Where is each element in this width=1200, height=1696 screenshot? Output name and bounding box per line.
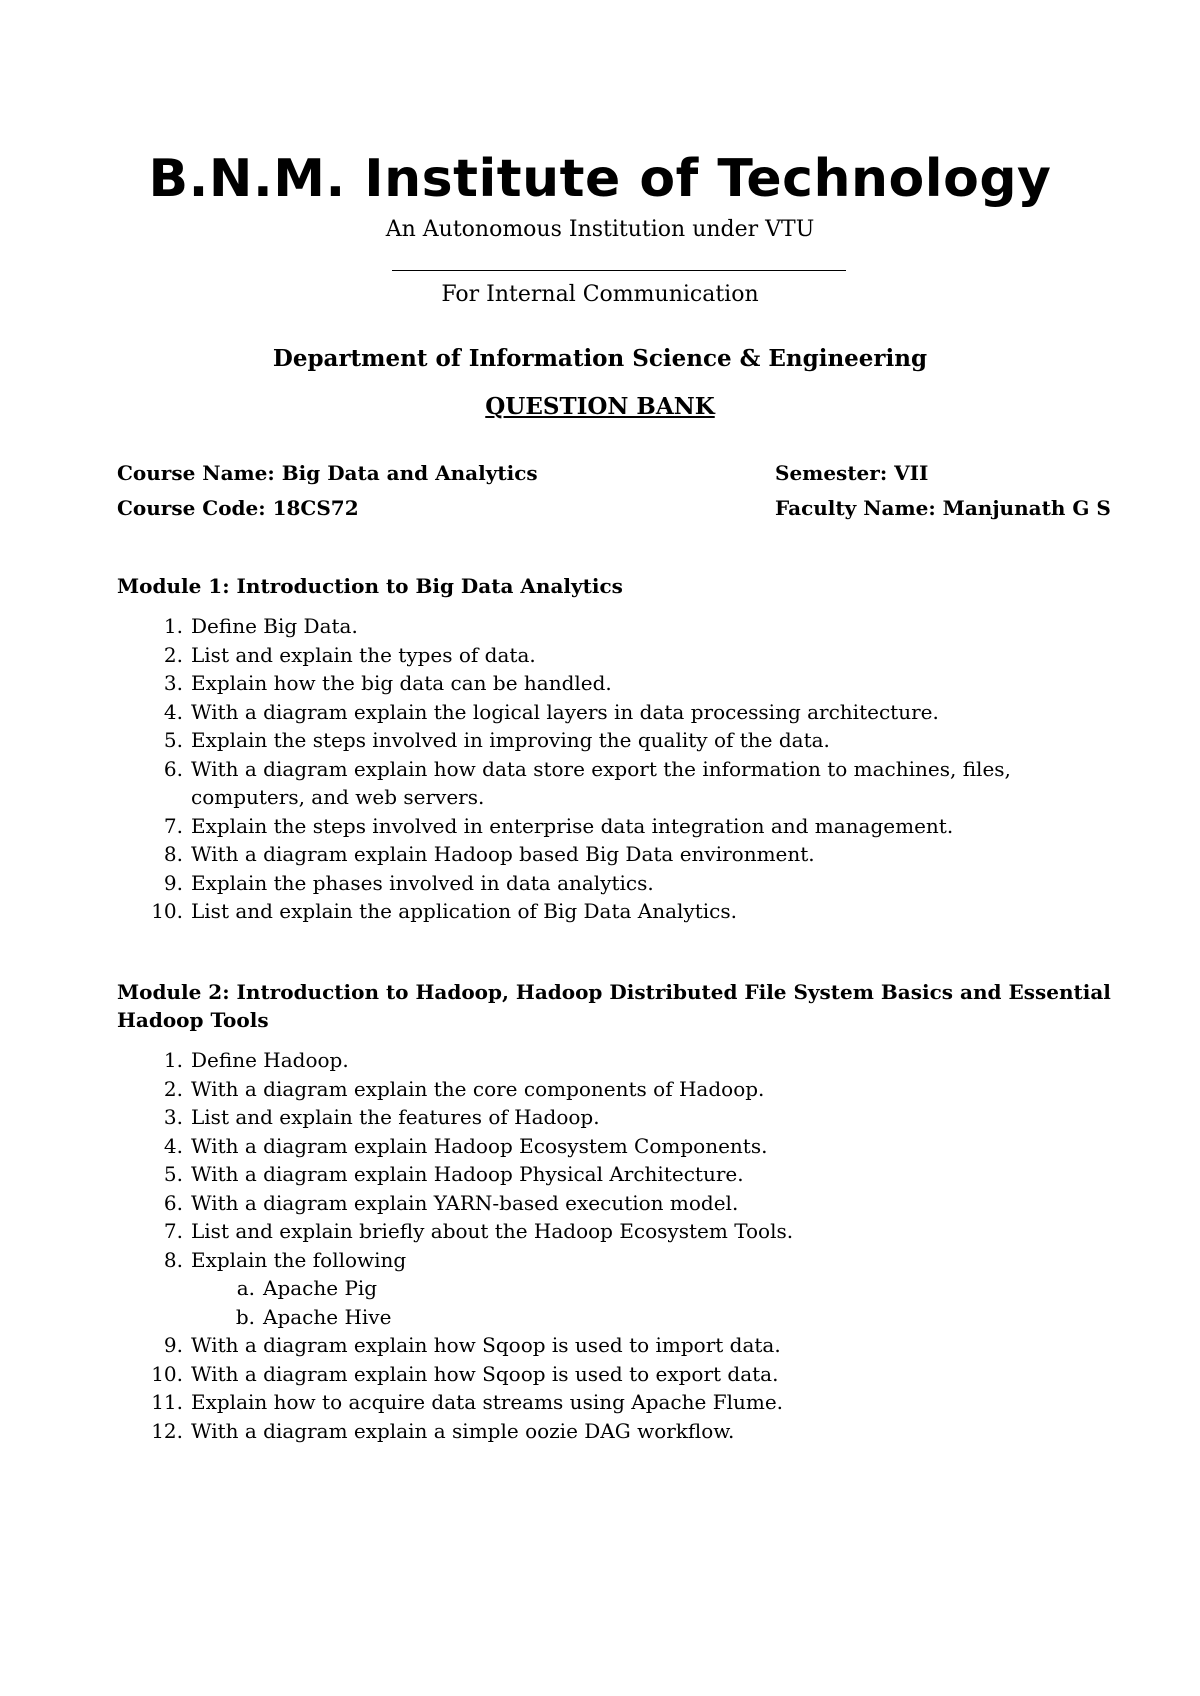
question-text: With a diagram explain the logical layers in data processing architecture. [191, 699, 939, 724]
question-number: 8. [163, 1247, 183, 1272]
question-item [117, 755, 1117, 812]
question-text: With a diagram explain a simple oozie DAG workflow. [191, 1418, 735, 1443]
question-text: With a diagram explain how Sqoop is used to import data. [191, 1333, 781, 1357]
question-text: Define Big Data. [191, 614, 358, 638]
question-text: With a diagram explain YARN-based execution model. [191, 1190, 739, 1215]
question-text: Explain the steps involved in improving the quality of the data. [191, 728, 830, 752]
question-number: 9. [163, 1333, 183, 1357]
question-text: With a diagram explain Hadoop Ecosystem Components. [191, 1133, 768, 1158]
question-item [117, 1189, 1117, 1218]
question-number: 3. [163, 1105, 183, 1129]
question-number: 7. [163, 813, 183, 838]
question-text: Explain the steps involved in enterprise data integration and management. [191, 813, 954, 838]
question-text: Explain how the big data can be handled. [191, 671, 612, 695]
sub-question-item [191, 1274, 1117, 1303]
institute-title: B.N.M. Institute of Technology [148, 149, 1052, 209]
question-item [117, 1132, 1117, 1161]
question-item [117, 669, 1117, 698]
question-number: 10. [151, 1361, 183, 1386]
question-number: 12. [151, 1418, 183, 1443]
question-item [117, 1417, 1117, 1446]
question-number: 10. [151, 899, 183, 923]
course-name: Course Name: Big Data and Analytics [117, 461, 538, 485]
institute-subtitle: An Autonomous Institution under VTU [385, 217, 815, 242]
question-number: 5. [163, 728, 183, 752]
module-1-heading: Module 1: Introduction to Big Data Analytics [117, 574, 623, 598]
question-text: Define Hadoop. [191, 1048, 349, 1072]
question-item [117, 1388, 1117, 1417]
sub-question-text: Apache Pig [263, 1276, 378, 1300]
question-item [117, 1360, 1117, 1389]
module-1-question-list [117, 612, 1117, 926]
question-text: With a diagram explain Hadoop Physical Architecture. [191, 1162, 744, 1186]
course-code: Course Code: 18CS72 [117, 496, 359, 520]
question-item [117, 1075, 1117, 1104]
question-text: Explain the phases involved in data analytics. [191, 870, 654, 895]
question-number: 4. [163, 1133, 183, 1158]
question-item [117, 1046, 1117, 1075]
question-number: 1. [163, 614, 183, 638]
question-item [117, 1246, 1117, 1332]
question-item [117, 1103, 1117, 1132]
question-number: 4. [163, 699, 183, 724]
question-text: Explain the following [191, 1247, 407, 1272]
question-number: 2. [163, 642, 183, 667]
question-number: 1. [163, 1048, 183, 1072]
question-item [117, 869, 1117, 898]
faculty-name: Faculty Name: Manjunath G S [775, 496, 1111, 520]
internal-communication-label: For Internal Communication [441, 282, 759, 307]
sub-question-letter: a. [236, 1276, 255, 1300]
question-text: Explain how to acquire data streams using Apache Flume. [191, 1390, 784, 1414]
question-item [117, 897, 1117, 926]
question-number: 9. [163, 870, 183, 895]
document-type-title: QUESTION BANK [485, 393, 715, 420]
question-text: With a diagram explain the core components of Hadoop. [191, 1076, 765, 1101]
question-item [117, 726, 1117, 755]
question-text: With a diagram explain how data store export the information to machines, files, computers, and web servers. [191, 756, 1011, 809]
question-number: 6. [163, 756, 183, 781]
question-item [117, 1160, 1117, 1189]
semester: Semester: VII [775, 461, 929, 485]
question-number: 7. [163, 1219, 183, 1243]
sub-question-item [191, 1303, 1117, 1332]
header-divider [392, 270, 846, 271]
question-text: List and explain briefly about the Hadoop Ecosystem Tools. [191, 1219, 794, 1243]
question-item [117, 641, 1117, 670]
question-text: List and explain the application of Big Data Analytics. [191, 899, 737, 923]
question-item [117, 1331, 1117, 1360]
question-item [117, 698, 1117, 727]
question-text: With a diagram explain how Sqoop is used to export data. [191, 1361, 779, 1386]
question-number: 3. [163, 671, 183, 695]
question-sublist [191, 1274, 1117, 1331]
sub-question-text: Apache Hive [263, 1304, 392, 1329]
module-2-heading: Module 2: Introduction to Hadoop, Hadoop Distributed File System Basics and Essential Hadoop Tools [117, 980, 1111, 1032]
question-number: 6. [163, 1190, 183, 1215]
department-title: Department of Information Science & Engineering [272, 345, 928, 372]
question-item [117, 812, 1117, 841]
question-text: List and explain the features of Hadoop. [191, 1105, 600, 1129]
question-item [117, 612, 1117, 641]
question-number: 2. [163, 1076, 183, 1101]
question-item [117, 840, 1117, 869]
question-item [117, 1217, 1117, 1246]
question-text: List and explain the types of data. [191, 642, 536, 667]
question-text: With a diagram explain Hadoop based Big Data environment. [191, 842, 815, 866]
question-number: 11. [151, 1390, 183, 1414]
sub-question-letter: b. [235, 1304, 255, 1329]
question-number: 5. [163, 1162, 183, 1186]
module-2-question-list [117, 1046, 1117, 1445]
question-number: 8. [163, 842, 183, 866]
